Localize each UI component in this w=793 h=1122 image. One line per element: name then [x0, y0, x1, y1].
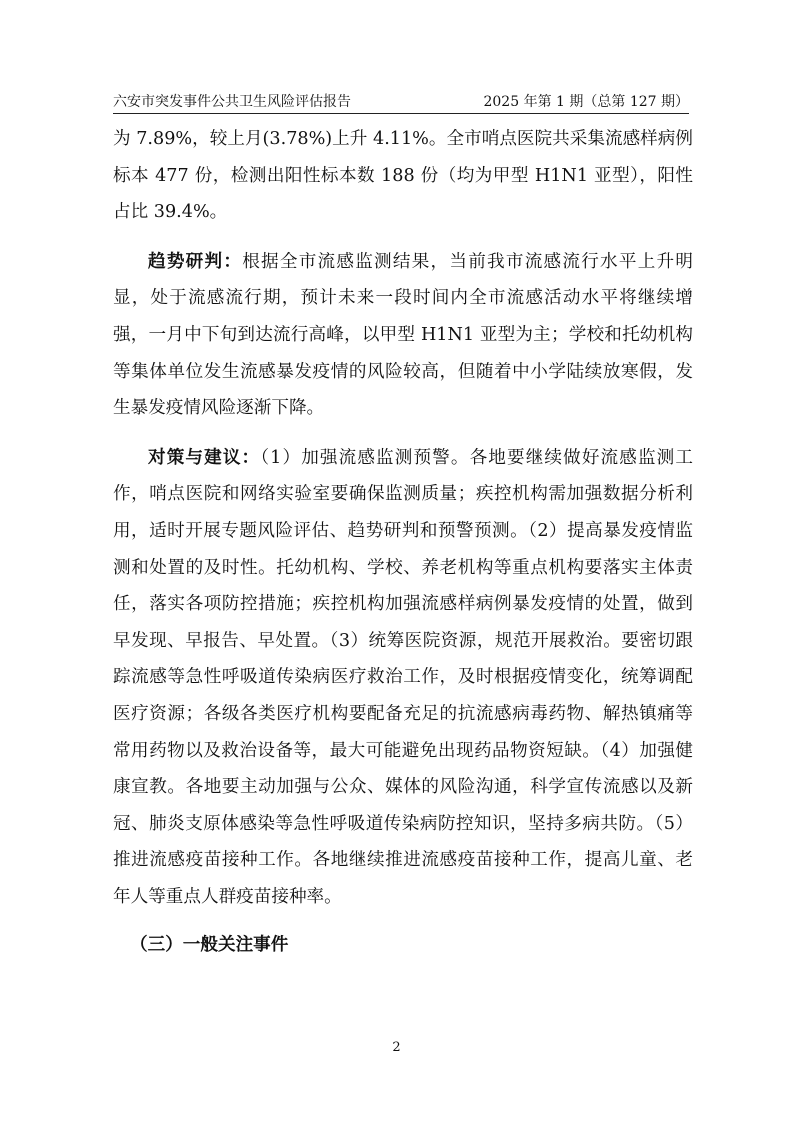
paragraph-recommendations [113, 440, 693, 916]
paragraph-trend-analysis [113, 244, 693, 427]
document-body [113, 121, 693, 964]
page-header [113, 87, 689, 114]
header-report-title: 六安市突发事件公共卫生风险评估报告 [113, 94, 351, 110]
paragraph-positivity-rate: 为 7.89%，较上月(3.78%)上升 4.11%。全市哨点医院共采集流感样病例标本 477 份，检测出阳性标本数 188 份（均为甲型 H1N1 亚型），阳性占比 39.4%。 [113, 129, 693, 223]
trend-analysis-label: 趋势研判： [148, 251, 243, 272]
section-heading-general-events: （三）一般关注事件 [130, 935, 289, 956]
page-number: 2 [392, 1040, 401, 1055]
recommendations-label: 对策与建议： [148, 447, 261, 468]
header-issue-number: 2025 年第 1 期（总第 127 期） [483, 94, 689, 110]
trend-analysis-text: 根据全市流感监测结果，当前我市流感流行水平上升明显，处于流感流行期，预计未来一段时间内全市流感活动水平将继续增强，一月中下旬到达流行高峰，以甲型 H1N1 亚型为主；学校和托幼机构等集体单位发生流感暴发疫情的风险较高，但随着中小学陆续放寒假，发生暴发疫情风险逐渐下降。 [113, 251, 693, 419]
recommendations-text: （1）加强流感监测预警。各地要继续做好流感监测工作，哨点医院和网络实验室要确保监测质量；疾控机构需加强数据分析利用，适时开展专题风险评估、趋势研判和预警预测。（2）提高暴发疫情监测和处置的及时性。托幼机构、学校、养老机构等重点机构要落实主体责任，落实各项防控措施；疾控机构加强流感样病例暴发疫情的处置，做到早发现、早报告、早处置。（3）统筹医院资源，规范开展救治。要密切跟踪流感等急性呼吸道传染病医疗救治工作，及时根据疫情变化，统筹调配医疗资源；各级各类医疗机构要配备充足的抗流感病毒药物、解热镇痛等常用药物以及救治设备等，最大可能避免出现药品物资短缺。（4）加强健康宣教。各地要主动加强与公众、媒体的风险沟通，科学宣传流感以及新冠、肺炎支原体感染等急性呼吸道传染病防控知识，坚持多病共防。（5）推进流感疫苗接种工作。各地继续推进流感疫苗接种工作，提高儿童、老年人等重点人群疫苗接种率。 [113, 447, 693, 907]
